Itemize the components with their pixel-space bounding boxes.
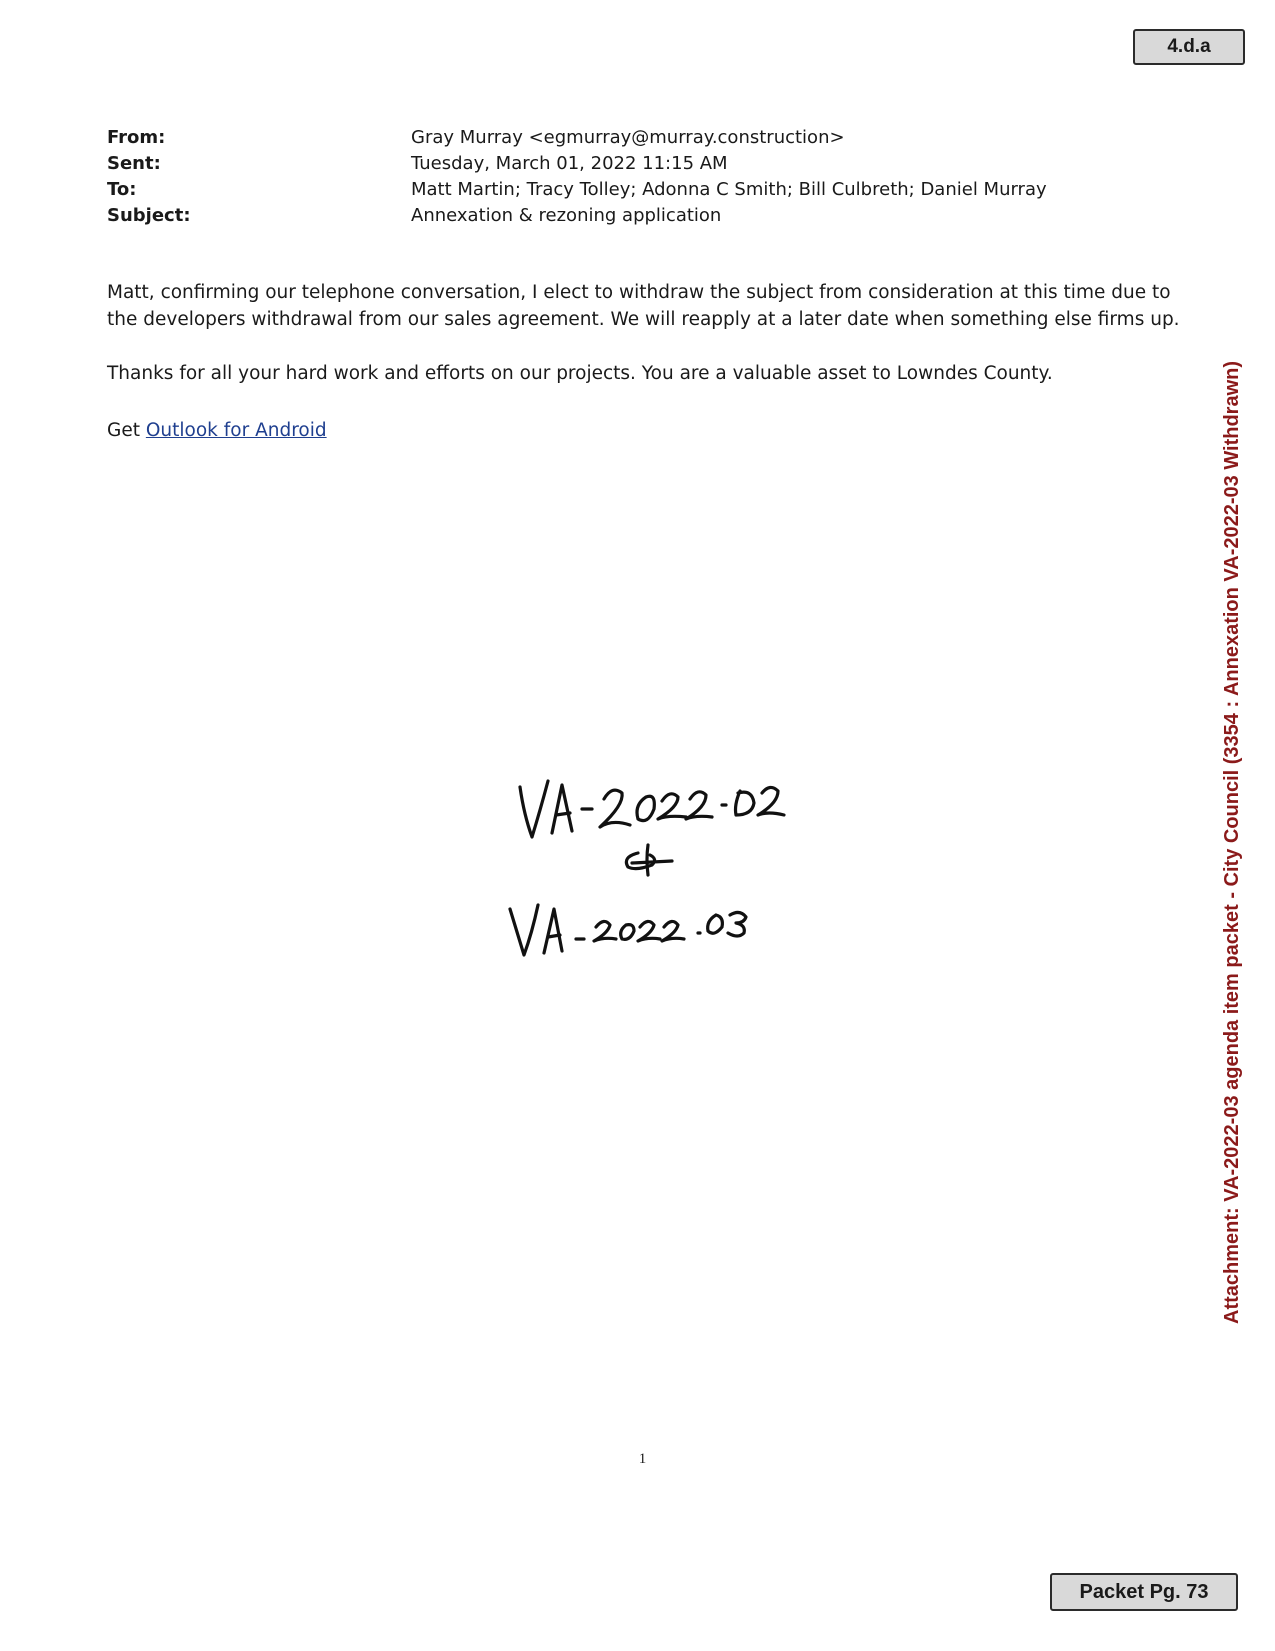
page-number: 1 — [638, 1451, 647, 1467]
handwritten-note — [500, 775, 860, 1015]
header-label: To: — [107, 178, 137, 200]
header-value: Annexation & rezoning application — [411, 204, 722, 226]
header-row-sent — [107, 150, 1067, 176]
header-value: Gray Murray <egmurray@murray.construction> — [411, 126, 845, 148]
email-body-paragraph: Thanks for all your hard work and efforts on our projects. You are a valuable asset to Lowndes County. — [107, 363, 1053, 384]
header-row-subject — [107, 202, 1067, 228]
outlook-for-android-link[interactable]: Outlook for Android — [145, 420, 327, 441]
header-label: Subject: — [107, 204, 191, 226]
handwritten-line-2 — [626, 845, 672, 875]
header-label: Sent: — [107, 152, 161, 174]
packet-page-box: Packet Pg. 73 — [1050, 1573, 1238, 1611]
handwritten-line-3 — [510, 905, 746, 955]
email-signature-line — [107, 417, 1187, 444]
header-label: From: — [107, 126, 166, 148]
header-row-to — [107, 176, 1067, 202]
side-attachment-text: Attachment: VA-2022-03 agenda item packet - City Council (3354 : Annexation VA-2022-03 Withdrawn) — [1221, 360, 1243, 1324]
email-headers — [107, 124, 1067, 228]
email-body-paragraph: Matt, confirming our telephone conversation, I elect to withdraw the subject from consideration at this time due to the developers withdrawal from our sales agreement. We will reapply at a later date when something else firms up. — [107, 282, 1180, 330]
agenda-item-tag: 4.d.a — [1133, 29, 1245, 65]
header-value: Matt Martin; Tracy Tolley; Adonna C Smith; Bill Culbreth; Daniel Murray — [411, 178, 1047, 200]
header-row-from — [107, 124, 1067, 150]
handwritten-line-1 — [520, 781, 784, 837]
signature-prefix: Get — [107, 420, 146, 441]
side-attachment-label — [1200, 326, 1243, 1336]
header-value: Tuesday, March 01, 2022 11:15 AM — [411, 152, 728, 174]
